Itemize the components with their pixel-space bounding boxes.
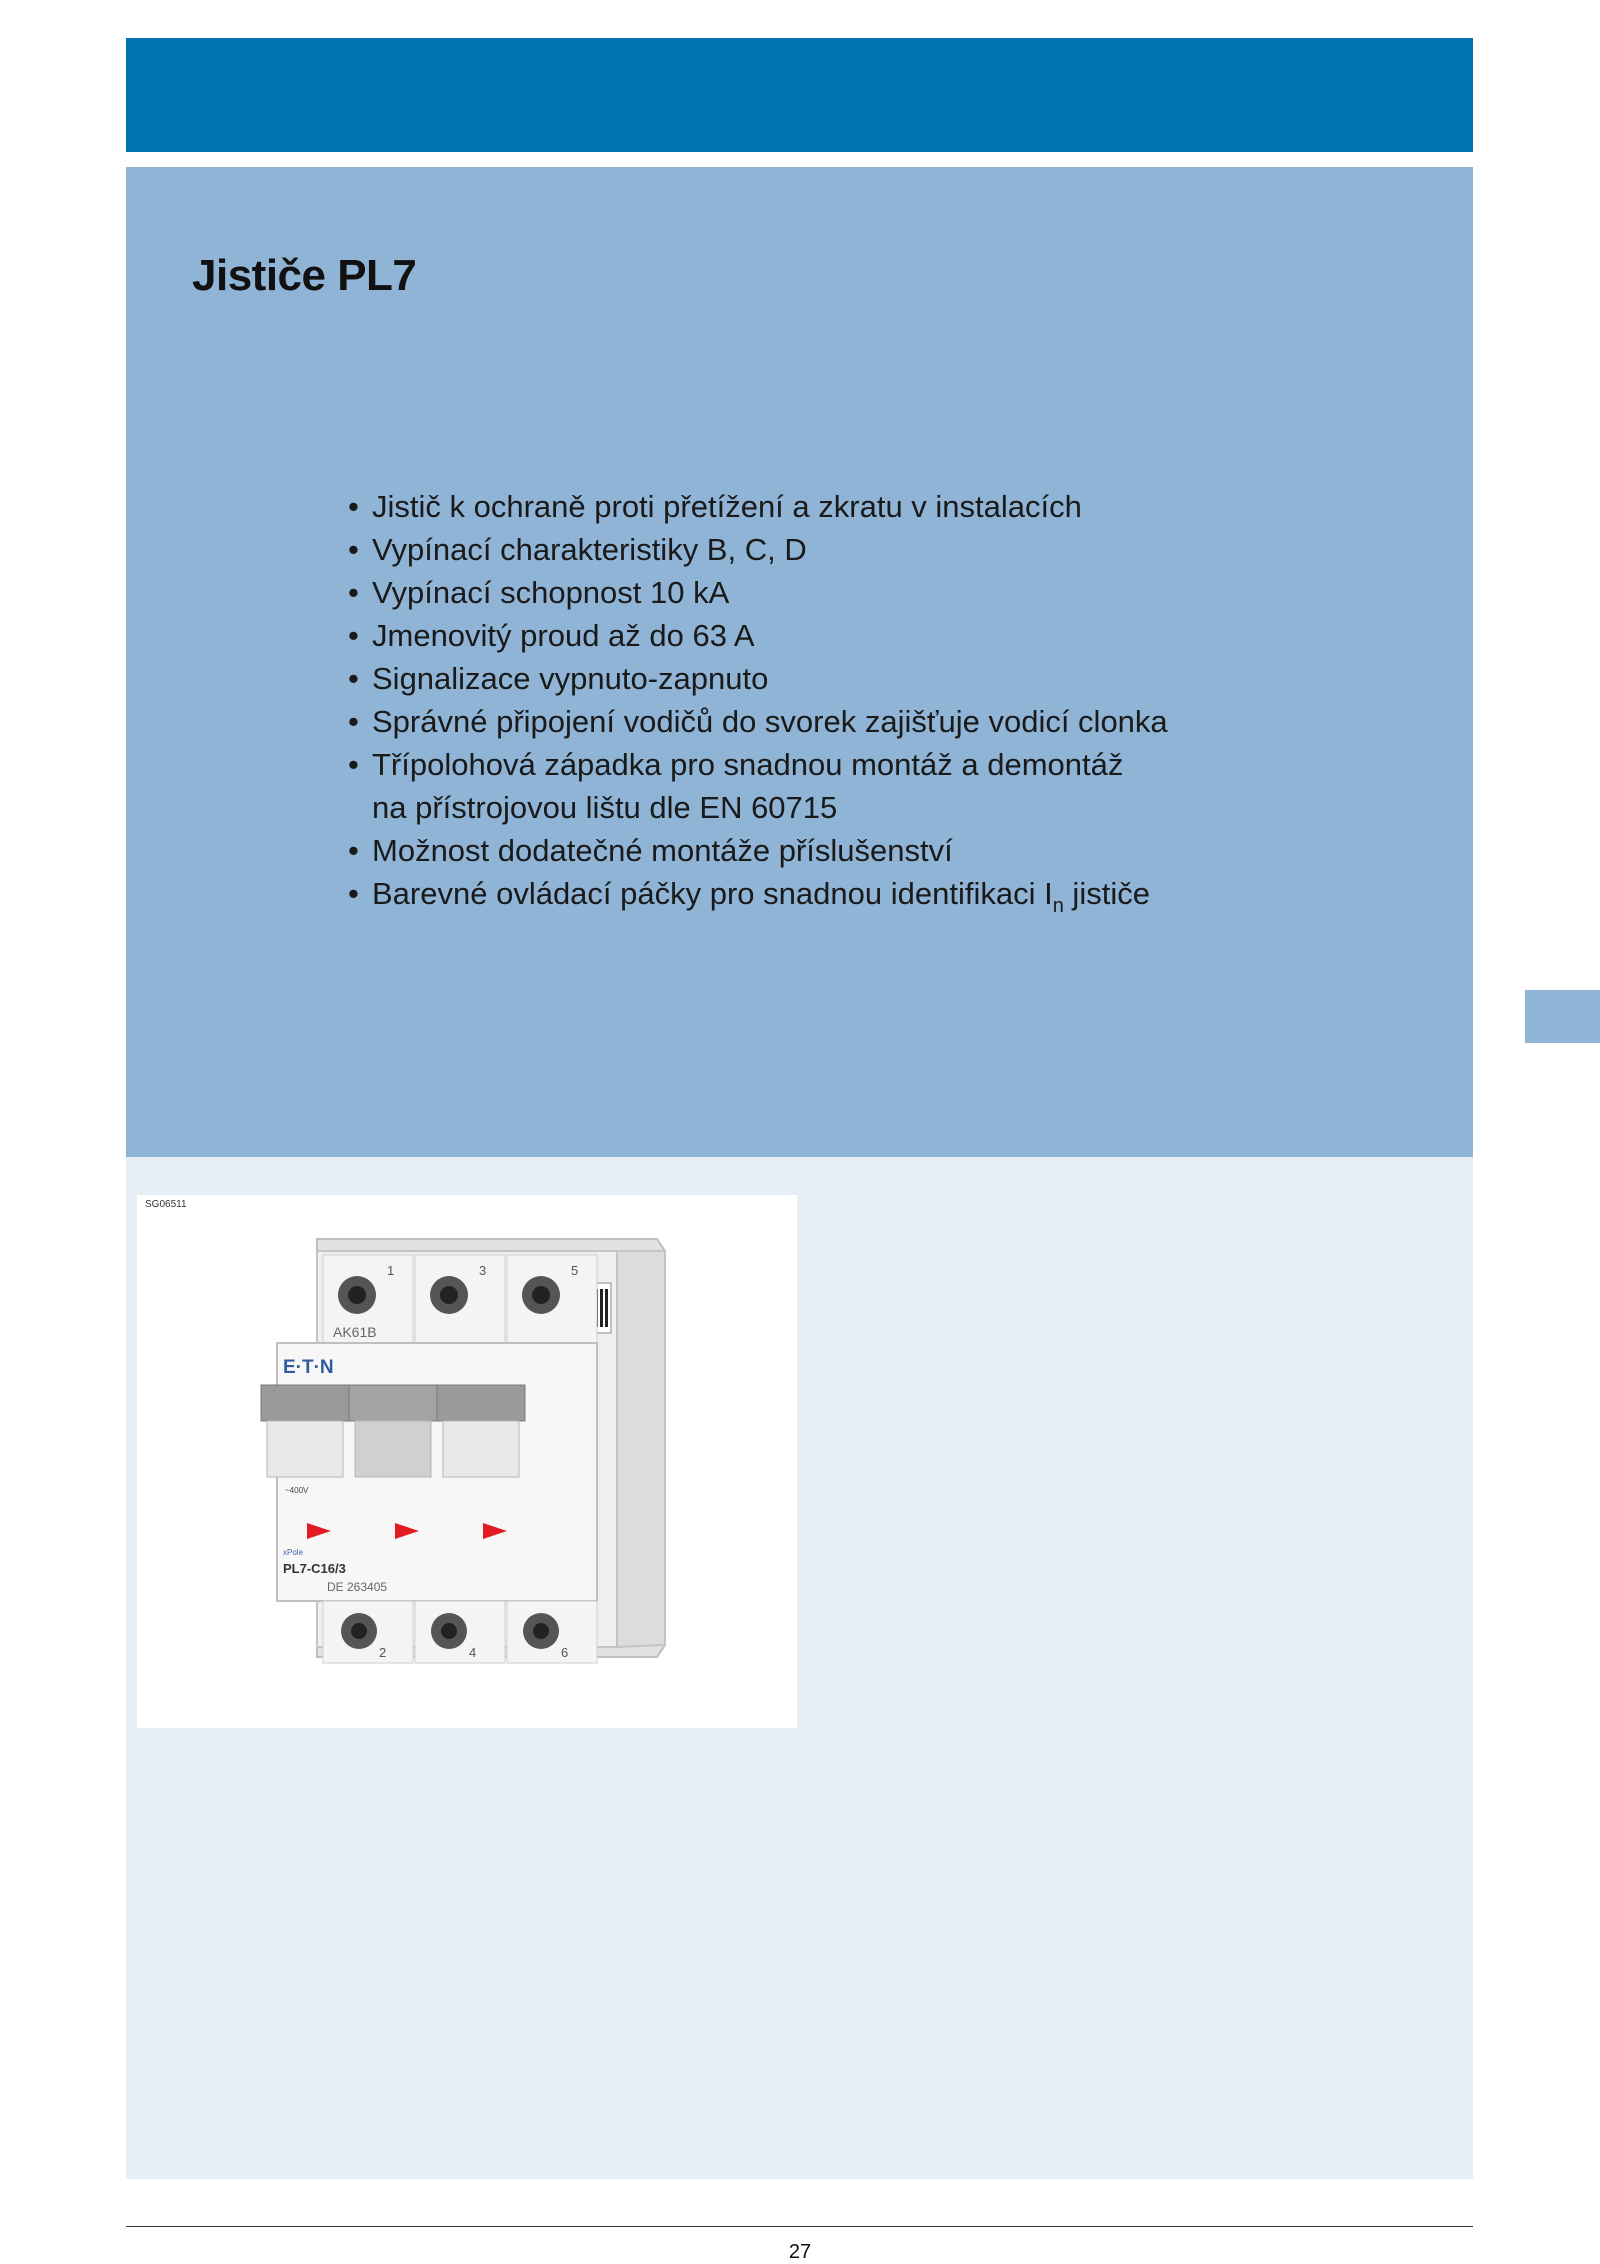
- feature-text-end: jističe: [1063, 876, 1150, 911]
- hero-panel: [126, 167, 1473, 1157]
- feature-item: [348, 657, 1168, 700]
- model-label: PL7-C16/3: [283, 1561, 346, 1576]
- feature-item: [348, 485, 1168, 528]
- subscript-n: n: [1052, 895, 1064, 917]
- feature-text: Možnost dodatečné montáže příslušenství: [372, 833, 953, 868]
- label-bottom-text: DE 263405: [327, 1580, 388, 1594]
- page-number: 27: [788, 2241, 812, 2263]
- feature-text: Jmenovitý proud až do 63 A: [372, 618, 755, 653]
- label-top-text: AK61B: [333, 1324, 377, 1340]
- terminal-5-label: 5: [571, 1263, 579, 1278]
- circuit-breaker-illustration: [137, 1195, 797, 1728]
- terminal-3-label: 3: [479, 1263, 487, 1278]
- product-photo: [137, 1195, 797, 1728]
- feature-text-continued: na přístrojovou lištu dle EN 60715: [372, 790, 838, 825]
- feature-text: Vypínací schopnost 10 kA: [372, 575, 730, 610]
- toggle-handles: [261, 1385, 525, 1477]
- feature-item: [348, 829, 1168, 872]
- footer-rule: [126, 2226, 1473, 2227]
- section-side-tab: [1525, 990, 1600, 1043]
- feature-text: Třípolohová západka pro snadnou montáž a demontáž: [372, 747, 1124, 782]
- voltage-label: ~400V: [285, 1486, 309, 1495]
- variant-label: xPole: [283, 1548, 304, 1557]
- breaker-side: [617, 1251, 665, 1647]
- terminal-4-label: 4: [469, 1645, 477, 1660]
- bottom-terminals: [323, 1601, 597, 1663]
- feature-text: Vypínací charakteristiky B, C, D: [372, 532, 807, 567]
- feature-text: Barevné ovládací páčky pro snadnou identifikaci I: [372, 876, 1053, 911]
- feature-item: [348, 743, 1168, 829]
- feature-item: [348, 528, 1168, 571]
- feature-list: [348, 485, 1168, 915]
- top-color-bar: [126, 38, 1473, 152]
- feature-item: [348, 571, 1168, 614]
- terminal-2-label: 2: [379, 1645, 387, 1660]
- terminal-6-label: 6: [561, 1645, 569, 1660]
- feature-text: Signalizace vypnuto-zapnuto: [372, 661, 769, 696]
- feature-item: [348, 700, 1168, 743]
- feature-item: [348, 872, 1168, 915]
- feature-item: [348, 614, 1168, 657]
- feature-text: Správné připojení vodičů do svorek zajišťuje vodicí clonka: [372, 704, 1168, 739]
- feature-text: Jistič k ochraně proti přetížení a zkratu v instalacích: [372, 489, 1082, 524]
- terminal-1-label: 1: [387, 1263, 395, 1278]
- image-code: SG06511: [145, 1199, 187, 1210]
- eaton-logo-text: E·T·N: [283, 1357, 334, 1378]
- page-title: Jističe PL7: [192, 251, 417, 300]
- lower-panel: [126, 1157, 1473, 2179]
